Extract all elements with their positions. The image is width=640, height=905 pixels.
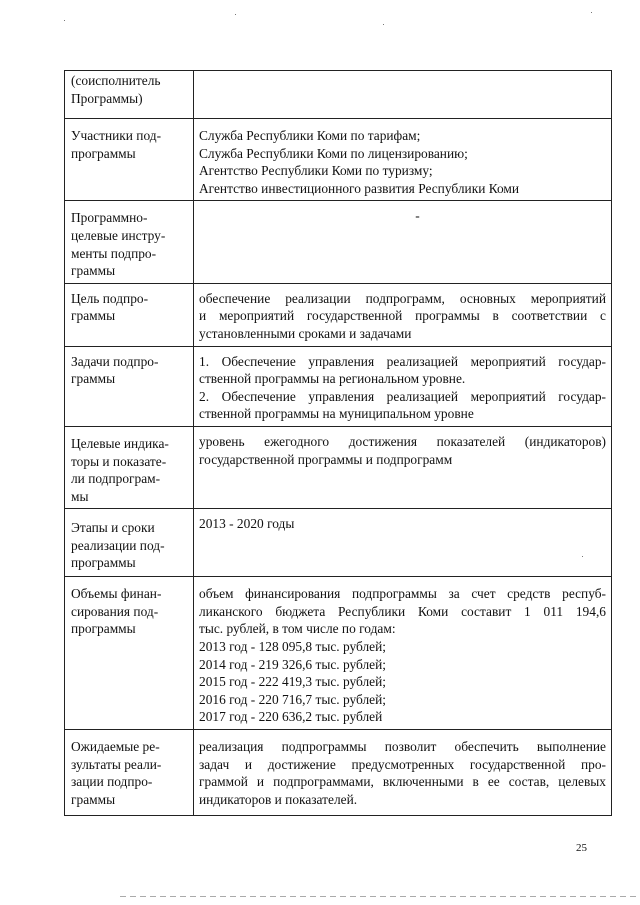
value-line: 2017 год - 220 636,2 тыс. рублей	[199, 709, 383, 725]
value-cell	[194, 201, 612, 283]
value-line: и мероприятий государственной программы в соответствии с	[199, 308, 606, 324]
label-line: ли подпрограм-	[71, 471, 161, 487]
label-line: торы и показате-	[71, 453, 167, 469]
label-line: зультаты реали-	[71, 756, 162, 772]
label-line: Ожидаемые ре-	[71, 739, 160, 755]
value-line: тыс. рублей, в том числе по годам:	[199, 621, 396, 637]
label-line: Цель подпро-	[71, 290, 149, 306]
table-row-stages	[65, 509, 612, 577]
scan-speck	[582, 556, 583, 557]
label-line: менты подпро-	[71, 245, 157, 261]
value-cell	[194, 426, 612, 508]
value-cell	[194, 509, 612, 577]
value-cell	[194, 71, 612, 119]
value-line: ственной программы на региональном уровне.	[199, 371, 466, 387]
label-cell	[65, 346, 194, 426]
value-line: государственной программы и подпрограмм	[199, 451, 453, 467]
value-line: реализация подпрограммы позволит обеспечить выполнение	[199, 739, 606, 755]
label-line: Целевые индика-	[71, 435, 169, 451]
value-line: 2013 год - 128 095,8 тыс. рублей;	[199, 639, 386, 655]
value-line: 2013 - 2020 годы	[199, 516, 295, 532]
table-row-co-executor	[65, 71, 612, 119]
scan-speck	[383, 24, 384, 25]
value-line: 2014 год - 219 326,6 тыс. рублей;	[199, 656, 386, 672]
value-line: 1. Обеспечение управления реализацией мероприятий государ-	[199, 353, 606, 369]
label-line: зации подпро-	[71, 774, 153, 790]
label-line: целевые инстру-	[71, 227, 166, 243]
value-line: 2015 год - 222 419,3 тыс. рублей;	[199, 674, 386, 690]
scan-speck	[235, 14, 236, 15]
label-line: сирования под-	[71, 603, 159, 619]
label-cell	[65, 71, 194, 119]
table-row-financing	[65, 577, 612, 730]
value-line: задач и достижение предусмотренных государственной про-	[199, 756, 606, 772]
label-cell	[65, 509, 194, 577]
table-row-expected-results	[65, 730, 612, 816]
page-number: 25	[576, 842, 587, 854]
value-line: индикаторов и показателей.	[199, 791, 358, 807]
label-line: граммы	[71, 791, 116, 807]
value-line: обеспечение реализации подпрограмм, основных мероприятий	[199, 290, 606, 306]
program-passport-table	[64, 70, 612, 816]
value-line: 2016 год - 220 716,7 тыс. рублей;	[199, 691, 386, 707]
table-row-participants	[65, 119, 612, 201]
scan-speck	[64, 20, 65, 21]
value-line: ликанского бюджета Республики Коми составит 1 011 194,6	[199, 603, 606, 619]
value-line: ственной программы на муниципальном уровне	[199, 406, 474, 422]
value-line: 2. Обеспечение управления реализацией мероприятий государ-	[199, 388, 606, 404]
label-cell	[65, 577, 194, 730]
value-line: Агентство Республики Коми по туризму;	[199, 163, 433, 179]
label-line: программы	[71, 621, 136, 637]
value-cell	[194, 577, 612, 730]
label-cell	[65, 119, 194, 201]
value-line: Агентство инвестиционного развития Республики Коми	[199, 180, 520, 196]
label-line: программы	[71, 145, 136, 161]
label-line: граммы	[71, 308, 116, 324]
label-line: граммы	[71, 263, 116, 279]
label-line: Программно-	[71, 210, 148, 226]
label-line: Объемы финан-	[71, 586, 162, 602]
empty-dash: -	[415, 208, 420, 224]
label-line: мы	[71, 488, 89, 504]
scan-speck	[591, 12, 592, 13]
value-line: объем финансирования подпрограммы за счет средств респуб-	[199, 586, 606, 602]
value-line: уровень ежегодного достижения показателей (индикаторов)	[199, 433, 606, 449]
label-cell	[65, 283, 194, 346]
value-cell	[194, 283, 612, 346]
value-cell	[194, 730, 612, 816]
label-cell	[65, 730, 194, 816]
label-line: Задачи подпро-	[71, 353, 159, 369]
value-cell	[194, 119, 612, 201]
table-row-indicators	[65, 426, 612, 508]
label-line: Этапы и сроки	[71, 520, 155, 536]
value-line: Служба Республики Коми по тарифам;	[199, 128, 421, 143]
label-line: Программы)	[71, 90, 143, 106]
value-line: установленными сроками и задачами	[199, 325, 412, 341]
label-line: программы	[71, 555, 136, 571]
label-line: граммы	[71, 371, 116, 387]
table-row-program-tools	[65, 201, 612, 283]
value-line: граммой и подпрограммами, включенными в ее состав, целевых	[199, 774, 606, 790]
value-line: Служба Республики Коми по лицензированию;	[199, 145, 468, 161]
table-row-tasks	[65, 346, 612, 426]
table-row-goal	[65, 283, 612, 346]
label-cell	[65, 426, 194, 508]
value-cell	[194, 346, 612, 426]
label-cell	[65, 201, 194, 283]
label-line: реализации под-	[71, 537, 165, 553]
label-line: (соисполнитель	[71, 73, 161, 88]
scan-edge-line	[120, 896, 640, 897]
label-line: Участники под-	[71, 128, 162, 143]
